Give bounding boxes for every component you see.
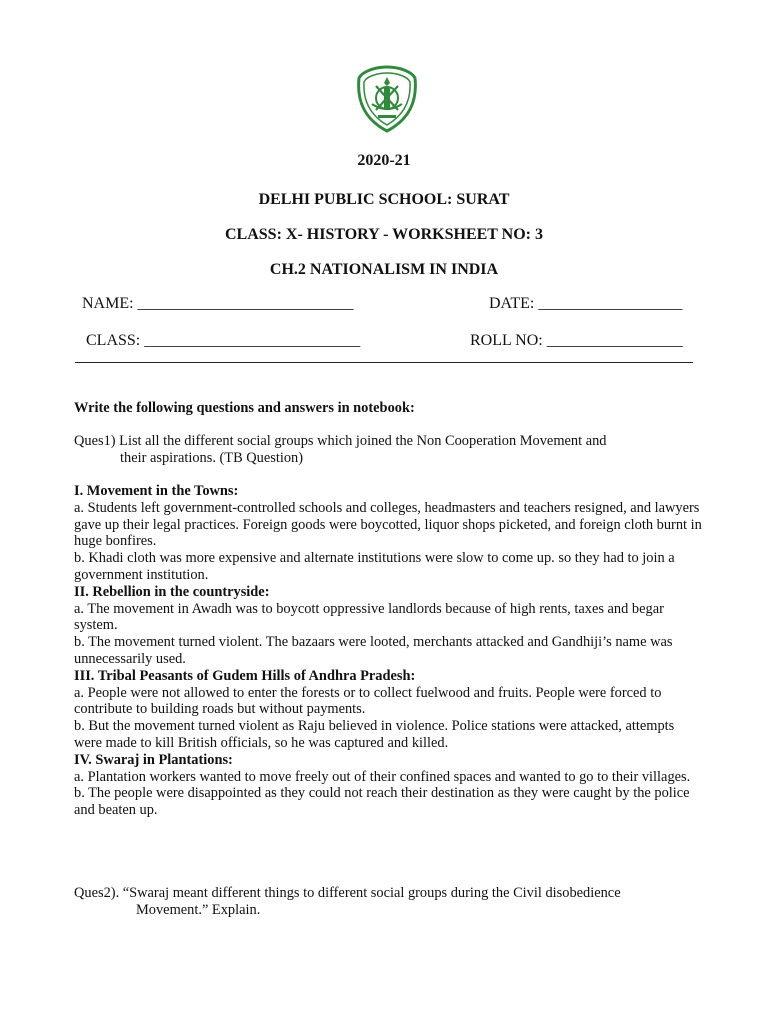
instructions-text: Write the following questions and answers in notebook:	[74, 400, 415, 416]
section-point: a. The movement in Awadh was to boycott oppressive landlords because of high rents, taxes and begar system.	[74, 600, 664, 634]
question-1-line-1: Ques1) List all the different social groups which joined the Non Cooperation Movement and	[74, 433, 607, 449]
section-point: b. The people were disappointed as they could not reach their destination as they were caught by the police and beaten up.	[74, 785, 690, 819]
section-heading: I. Movement in the Towns:	[74, 483, 239, 499]
school-logo	[354, 64, 420, 134]
section-point: a. Students left government-controlled schools and colleges, headmasters and teachers resigned, and lawyers gave up their legal practices. Foreign goods were boycotted, liquor shops picketed, and foreign cloth burnt in huge bonfires.	[74, 499, 702, 550]
class-worksheet-title: CLASS: X- HISTORY - WORKSHEET NO: 3	[224, 226, 544, 243]
section-point: b. But the movement turned violent as Raju believed in violence. Police stations were attacked, attempts were made to kill British officials, so he was captured and killed.	[74, 718, 675, 751]
section-point: b. The movement turned violent. The bazaars were looted, merchants attacked and Gandhiji’s name was unnecessarily used.	[74, 634, 673, 667]
header-divider	[75, 362, 693, 363]
answer-1	[74, 483, 704, 819]
section-heading: II. Rebellion in the countryside:	[74, 583, 270, 600]
date-field: DATE: __________________	[489, 295, 683, 312]
question-1-line-2: their aspirations. (TB Question)	[120, 449, 304, 466]
question-2-line-1: Ques2). “Swaraj meant different things to different social groups during the Civil disobedience	[74, 885, 621, 901]
name-field: NAME: ___________________________	[82, 295, 354, 312]
roll-no-field: ROLL NO: _________________	[470, 332, 683, 349]
class-field: CLASS: ___________________________	[86, 332, 361, 349]
section-heading: IV. Swaraj in Plantations:	[74, 751, 233, 768]
chapter-title: CH.2 NATIONALISM IN INDIA	[269, 261, 499, 278]
section-point: a. People were not allowed to enter the forests or to collect fuelwood and fruits. People were forced to contribute to building roads but without payments.	[74, 684, 662, 718]
academic-year: 2020-21	[357, 152, 411, 169]
section-heading: III. Tribal Peasants of Gudem Hills of Andhra Pradesh:	[74, 667, 416, 684]
question-2-line-2: Movement.” Explain.	[136, 901, 261, 918]
school-name: DELHI PUBLIC SCHOOL: SURAT	[258, 191, 510, 208]
section-point: b. Khadi cloth was more expensive and alternate institutions were slow to come up. so they had to join a government institution.	[74, 550, 675, 583]
question-2	[74, 885, 704, 919]
instructions	[74, 400, 704, 417]
question-1	[74, 433, 704, 467]
section-point: a. Plantation workers wanted to move freely out of their confined spaces and wanted to go to their villages.	[74, 768, 691, 785]
